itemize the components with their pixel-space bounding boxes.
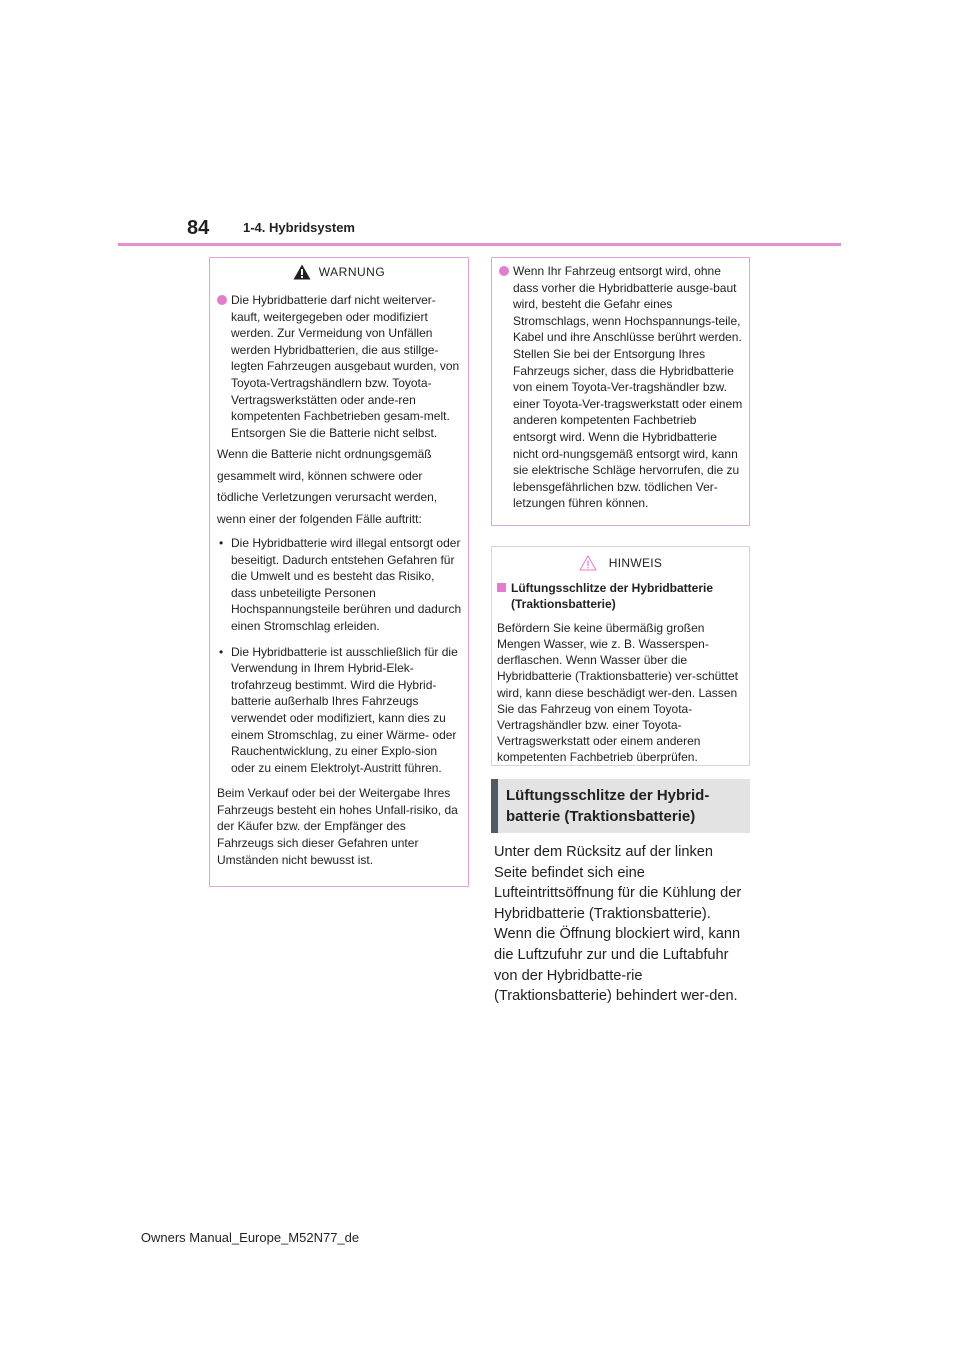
note-body	[492, 578, 749, 765]
bullet-mark: •	[219, 535, 224, 550]
note-title: HINWEIS	[608, 555, 663, 570]
section-heading-line: Lüftungsschlitze der Hybrid-	[506, 787, 710, 804]
warning-text-line: wenn einer der folgenden Fälle auftritt:	[217, 511, 422, 526]
bullet-mark: •	[219, 644, 224, 659]
page-number: 84	[187, 217, 210, 239]
footer-text: Owners Manual_Europe_M52N77_de	[140, 1230, 360, 1245]
footer	[0, 1230, 960, 1246]
section-title: 1-4. Hybridsystem	[243, 220, 355, 235]
section-heading-line: batterie (Traktionsbatterie)	[506, 808, 696, 825]
warning-box-continued	[491, 257, 750, 526]
note-subtitle	[497, 580, 743, 612]
header-divider	[118, 243, 841, 246]
warning-text-line: tödliche Verletzungen verursacht werden,	[217, 490, 438, 505]
warning-sub-item-text: Die Hybridbatterie wird illegal entsorgt oder beseitigt. Dadurch entstehen Gefahren für die Umwelt und es besteht das Risiko, dass unbeteiligte Personen Hochspannungsteile berühren und dadurch einen Stromschlag erleiden.	[231, 535, 462, 633]
warning-sub-item-text: Die Hybridbatterie ist ausschließlich für die Verwendung in Ihrem Hybrid-Elek-trofahrzeug bestimmt. Wird die Hybrid-batterie außerhalb Ihres Fahrzeugs verwendet oder modifiziert, kann dies zu einem Stromschlag, zu einer Wärme- oder Rauchentwicklung, zu einer Explo-sion oder zu einem Elektrolyt-Austritt führen.	[231, 644, 458, 775]
warning-closing-text: Beim Verkauf oder bei der Weitergabe Ihres Fahrzeugs besteht ein hohes Unfall-risiko, da der Käufer bzw. der Empfänger des Fahrzeugs sich dieser Gefahren unter Umständen nicht bewusst ist.	[217, 786, 458, 867]
warning-text-line: gesammelt wird, können schwere oder	[217, 468, 423, 483]
square-bullet-icon	[497, 583, 506, 592]
body-paragraph: Unter dem Rücksitz auf der linken Seite befindet sich eine Lufteintrittsöffnung für die Kühlung der Hybridbatterie (Traktionsbatterie). Wenn die Öffnung blockiert wird, kann die Luftzufuhr zur und die Luftabfuhr von der Hybridbatte-rie (Traktionsbatterie) behindert wer-den.	[494, 844, 742, 1005]
warning-text-line: Wenn die Batterie nicht ordnungsgemäß	[217, 447, 432, 462]
note-header	[492, 547, 749, 578]
warning-triangle-icon	[293, 264, 311, 280]
warning-sub-item	[217, 644, 462, 777]
note-box	[491, 546, 750, 766]
warning-item	[499, 263, 743, 512]
warning-header	[210, 258, 468, 286]
warning-title: WARNUNG	[318, 265, 386, 279]
warning-item	[217, 292, 462, 441]
bullet-dot-icon	[499, 266, 509, 276]
warning-body	[492, 258, 749, 512]
warning-item-text: Wenn Ihr Fahrzeug entsorgt wird, ohne dass vorher die Hybridbatterie ausge-baut wird, besteht die Gefahr eines Stromschlags, wenn Hochspannungs-teile, Kabel und ihre Anschlüsse berührt werden. Stellen Sie bei der Entsorgung Ihres Fahrzeugs sicher, dass die Hybridbatterie von einem Toyota-Ver-tragshändler bzw. einer Toyota-Ver-tragswerkstatt oder einem anderen kompetenten Fachbetrieb entsorgt wird. Wenn die Hybridbatterie nicht ord-nungsgemäß entsorgt wird, kann sie elektrische Schläge hervorrufen, die zu lebensgefährlichen bzw. tödlichen Ver-letzungen führen können.	[513, 264, 743, 511]
note-text: Befördern Sie keine übermäßig großen Mengen Wasser, wie z. B. Wasserspen-derflaschen. Wenn Wasser über die Hybridbatterie (Traktionsbatterie) ver-schüttet wird, kann diese beschädigt wer-den. Lassen Sie das Fahrzeug von einem Toyota-Vertragshändler bzw. einer Toyota-Vertragswerkstatt oder einem anderen kompetenten Fachbetrieb überprüfen.	[497, 621, 738, 764]
warning-item-text: Die Hybridbatterie darf nicht weiterver-kauft, weitergegeben oder modifiziert werden. Zur Vermeidung von Unfällen werden Hybridbatterien, die aus stillge-legten Fahrzeugen ausgebaut wurden, von Toyota-Vertragshändlern bzw. Toyota-Vertragswerkstätten oder ande-ren kompetenten Fachbetrieben gesam-melt. Entsorgen Sie die Batterie nicht selbst.	[231, 293, 460, 440]
note-subtitle-text: Lüftungsschlitze der Hybridbatterie (Traktionsbatterie)	[511, 581, 714, 612]
section-heading	[491, 779, 750, 833]
warning-body	[210, 286, 468, 868]
caution-outline-icon	[579, 555, 597, 571]
warning-box	[209, 257, 469, 887]
bullet-dot-icon	[217, 295, 227, 305]
warning-sub-item	[217, 535, 462, 635]
